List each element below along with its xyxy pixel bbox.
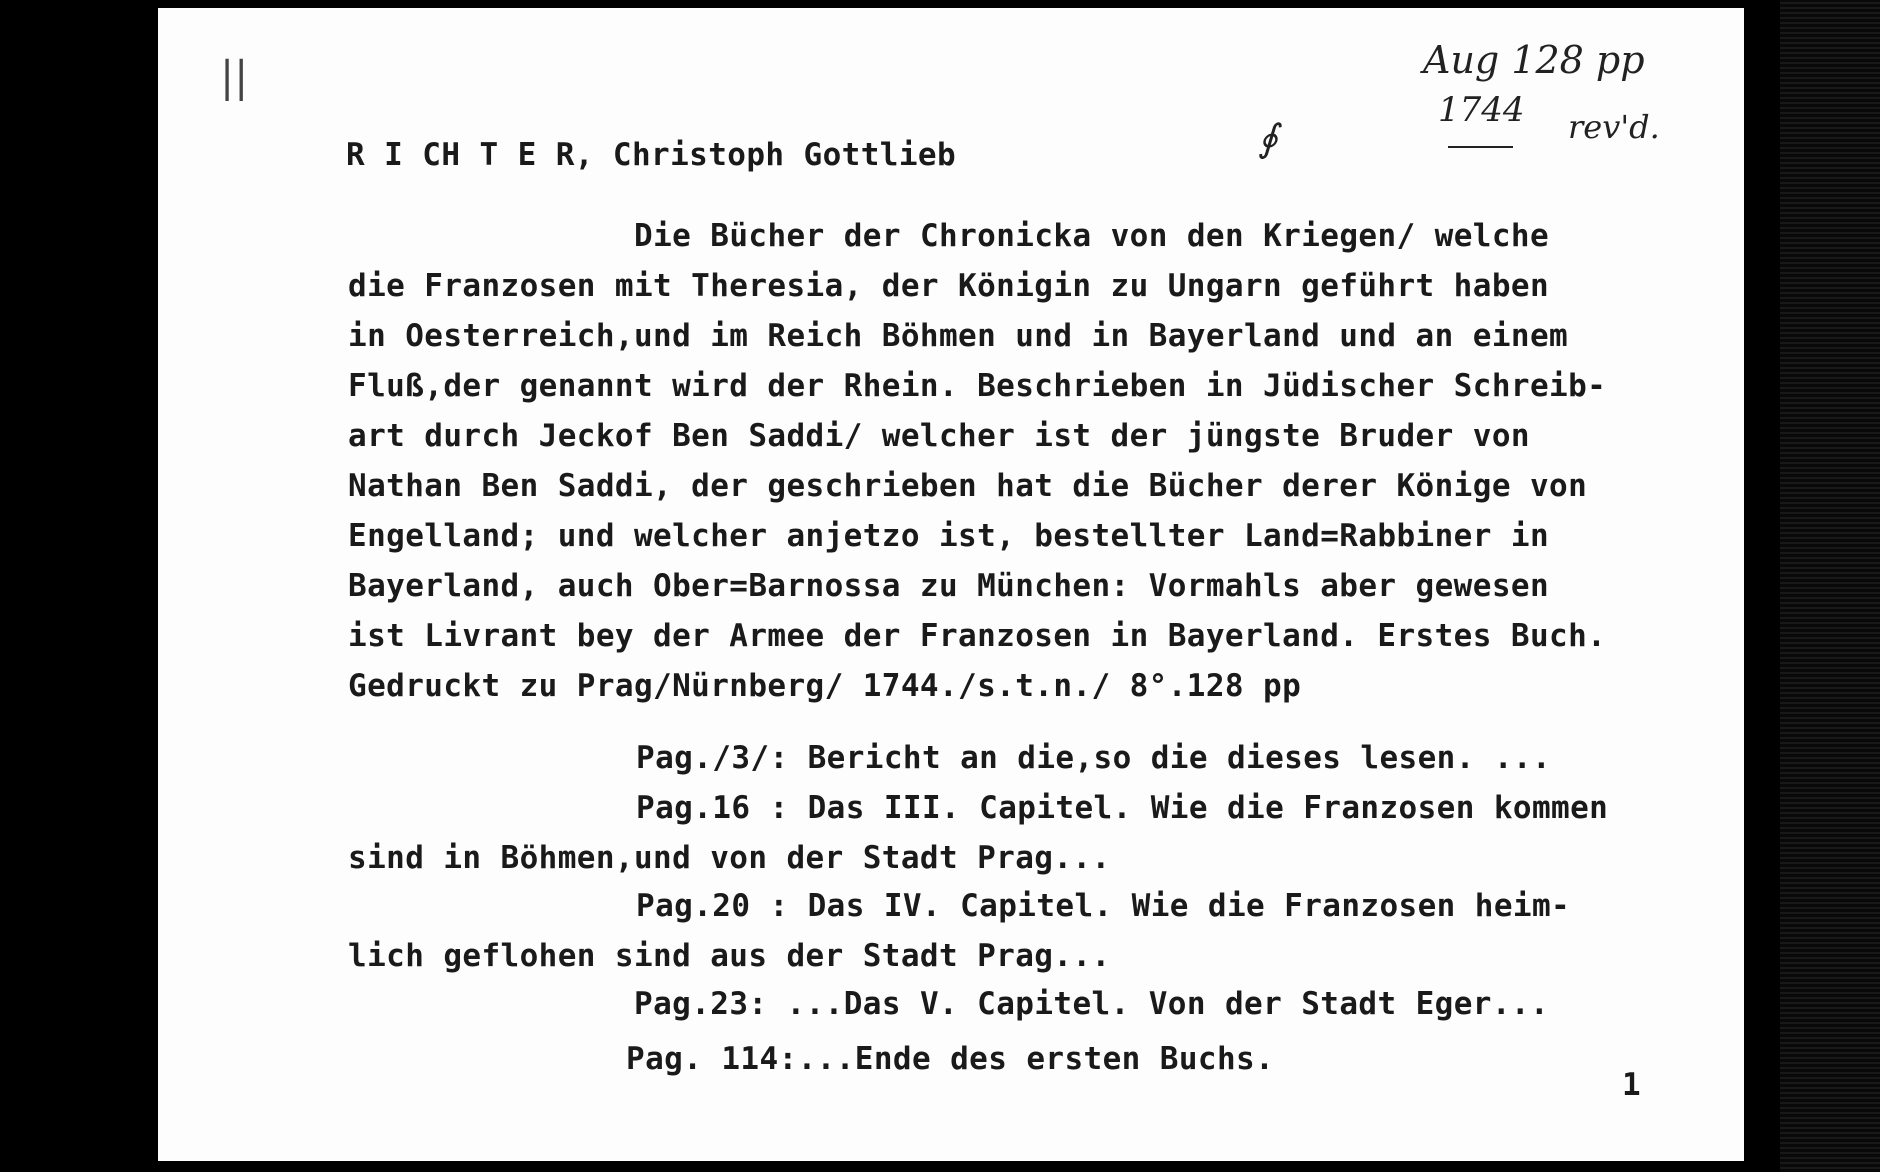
title-line-6: Nathan Ben Saddi, der geschrieben hat die Bücher derer Könige von [348,468,1588,504]
page-ref-line-1: Pag./3/: Bericht an die,so die dieses lesen. ... [636,740,1552,776]
card-header-name: R I CH T E R, Christoph Gottlieb [346,137,957,173]
title-line-4: Fluß,der genannt wird der Rhein. Beschrieben in Jüdischer Schreib- [348,368,1607,404]
page-ref-line-6: Pag.23: ...Das V. Capitel. Von der Stadt Eger... [634,986,1550,1022]
page-ref-line-2: Pag.16 : Das III. Capitel. Wie die Franzosen kommen [636,790,1609,826]
handwritten-left-mark: || [220,52,249,101]
title-line-8: Bayerland, auch Ober=Barnossa zu München: Vormahls aber gewesen [348,568,1550,604]
title-line-5: art durch Jeckof Ben Saddi/ welcher ist der jüngste Bruder von [348,418,1530,454]
imprint-line: Gedruckt zu Prag/Nürnberg/ 1744./s.t.n./ 8°.128 pp [348,668,1302,704]
page-ref-line-3: sind in Böhmen,und von der Stadt Prag... [348,840,1111,876]
catalog-card [158,8,1744,1161]
title-line-3: in Oesterreich,und im Reich Böhmen und in Bayerland und an einem [348,318,1569,354]
card-number: 1 [1622,1067,1642,1103]
title-line-7: Engelland; und welcher anjetzo ist, bestellter Land=Rabbiner in [348,518,1550,554]
page-ref-line-7: Pag. 114:...Ende des ersten Buchs. [626,1041,1275,1077]
page-ref-line-5: lich geflohen sind aus der Stadt Prag... [348,938,1111,974]
scan-edge-strip [1780,0,1880,1172]
title-line-1: Die Bücher der Chronicka von den Kriegen/ welche [634,218,1550,254]
handwritten-pagination-note: Aug 128 pp [1423,38,1645,82]
handwritten-year-note: 1744 [1438,90,1525,130]
title-line-2: die Franzosen mit Theresia, der Königin zu Ungarn geführt haben [348,268,1550,304]
page-ref-line-4: Pag.20 : Das IV. Capitel. Wie die Franzosen heim- [636,888,1571,924]
title-line-9: ist Livrant bey der Armee der Franzosen in Bayerland. Erstes Buch. [348,618,1607,654]
ink-mark-icon: ∮ [1258,116,1278,160]
handwritten-revision-note: rev'd. [1568,108,1660,146]
handwritten-underline [1448,146,1513,148]
